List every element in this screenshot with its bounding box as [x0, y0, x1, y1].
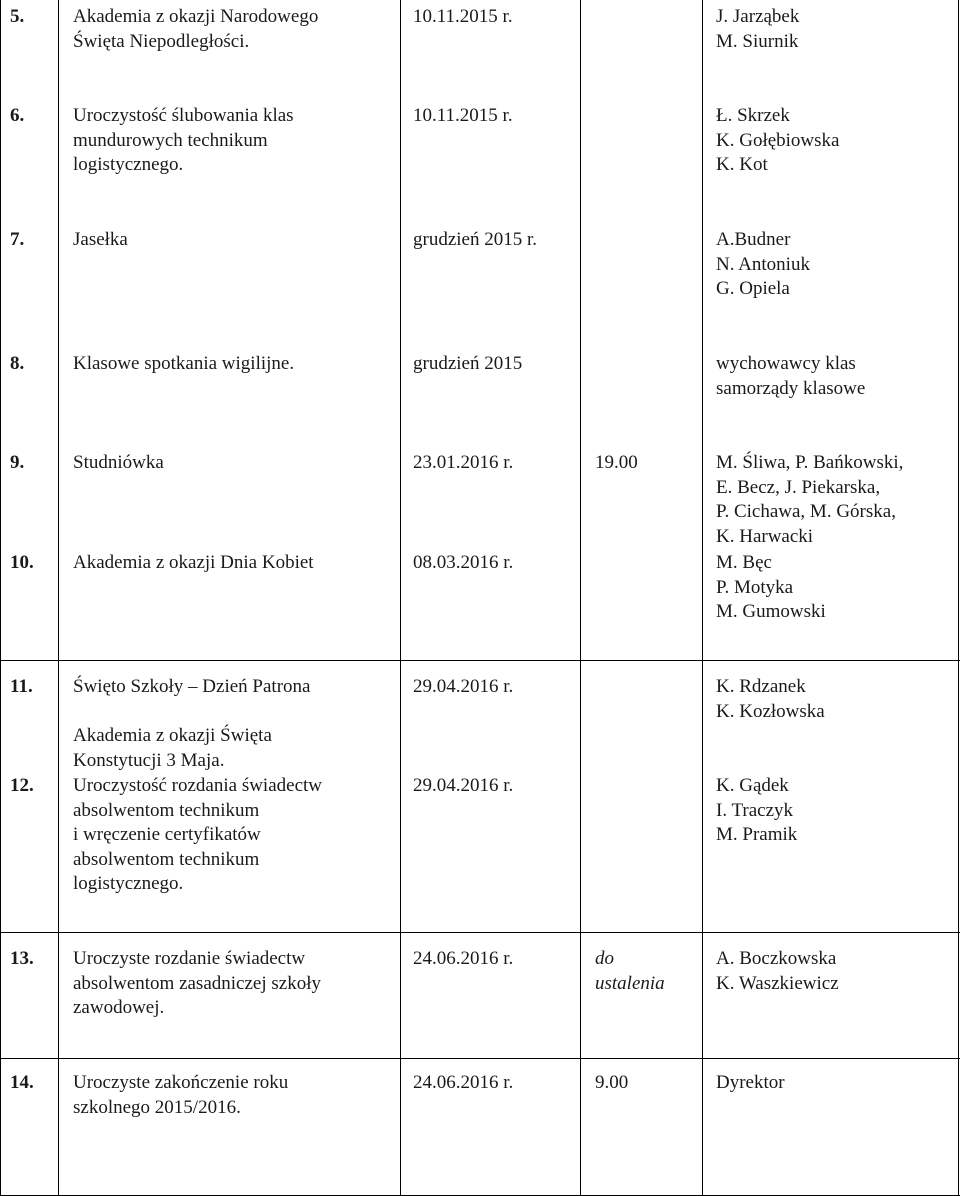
row-number: 7.	[10, 229, 25, 250]
column-divider	[580, 0, 581, 1196]
event-name: Jasełka	[73, 229, 128, 250]
event-date: 08.03.2016 r.	[413, 552, 514, 573]
responsible-persons: K. Gądek I. Traczyk M. Pramik	[716, 775, 798, 845]
row-number: 13.	[10, 948, 34, 969]
event-name: Akademia z okazji Narodowego Święta Niepodległości.	[73, 6, 319, 52]
row-number: 6.	[10, 105, 25, 126]
event-name: Uroczystość rozdania świadectw absolwentom technikum i wręczenie certyfikatów absolwentom technikum logistycznego.	[73, 775, 323, 894]
column-divider	[400, 0, 401, 1196]
event-name: Klasowe spotkania wigilijne.	[73, 353, 295, 374]
event-name: Uroczyste zakończenie roku szkolnego 2015/2016.	[73, 1072, 289, 1118]
event-date: 24.06.2016 r.	[413, 948, 514, 969]
row-number: 12.	[10, 775, 34, 796]
event-name: Uroczystość ślubowania klas mundurowych technikum logistycznego.	[73, 105, 294, 175]
row-number: 14.	[10, 1072, 34, 1093]
responsible-persons: Ł. Skrzek K. Gołębiowska K. Kot	[716, 105, 840, 175]
event-name: Uroczyste rozdanie świadectw absolwentom zasadniczej szkoły zawodowej.	[73, 948, 321, 1018]
responsible-persons: A.Budner N. Antoniuk G. Opiela	[716, 229, 810, 299]
event-name: Studniówka	[73, 452, 164, 473]
column-divider	[702, 0, 703, 1196]
event-name: Święto Szkoły – Dzień Patrona Akademia z okazji Święta Konstytucji 3 Maja.	[73, 676, 311, 771]
row-number: 11.	[10, 676, 33, 697]
responsible-persons: wychowawcy klas samorządy klasowe	[716, 353, 866, 399]
row-number: 10.	[10, 552, 34, 573]
row-divider	[0, 1058, 960, 1059]
table-border-right	[958, 0, 959, 1196]
responsible-persons: Dyrektor	[716, 1072, 785, 1093]
event-date: grudzień 2015 r.	[413, 229, 538, 250]
event-name: Akademia z okazji Dnia Kobiet	[73, 552, 314, 573]
responsible-persons: J. Jarząbek M. Siurnik	[716, 6, 800, 52]
event-date: 23.01.2016 r.	[413, 452, 514, 473]
event-time: do ustalenia	[595, 948, 665, 994]
event-date: 24.06.2016 r.	[413, 1072, 514, 1093]
event-time: 9.00	[595, 1072, 629, 1093]
event-date: grudzień 2015	[413, 353, 523, 374]
responsible-persons: A. Boczkowska K. Waszkiewicz	[716, 948, 839, 994]
column-divider	[58, 0, 59, 1196]
row-divider	[0, 932, 960, 933]
row-number: 8.	[10, 353, 25, 374]
responsible-persons: K. Rdzanek K. Kozłowska	[716, 676, 825, 722]
event-time: 19.00	[595, 452, 638, 473]
event-date: 29.04.2016 r.	[413, 676, 514, 697]
responsible-persons: M. Śliwa, P. Bańkowski, E. Becz, J. Piekarska, P. Cichawa, M. Górska, K. Harwacki	[716, 452, 904, 547]
table-border-left	[0, 0, 1, 1196]
row-divider	[0, 660, 960, 661]
row-number: 9.	[10, 452, 25, 473]
event-date: 10.11.2015 r.	[413, 6, 513, 27]
row-number: 5.	[10, 6, 25, 27]
event-date: 29.04.2016 r.	[413, 775, 514, 796]
event-date: 10.11.2015 r.	[413, 105, 513, 126]
responsible-persons: M. Bęc P. Motyka M. Gumowski	[716, 552, 826, 622]
